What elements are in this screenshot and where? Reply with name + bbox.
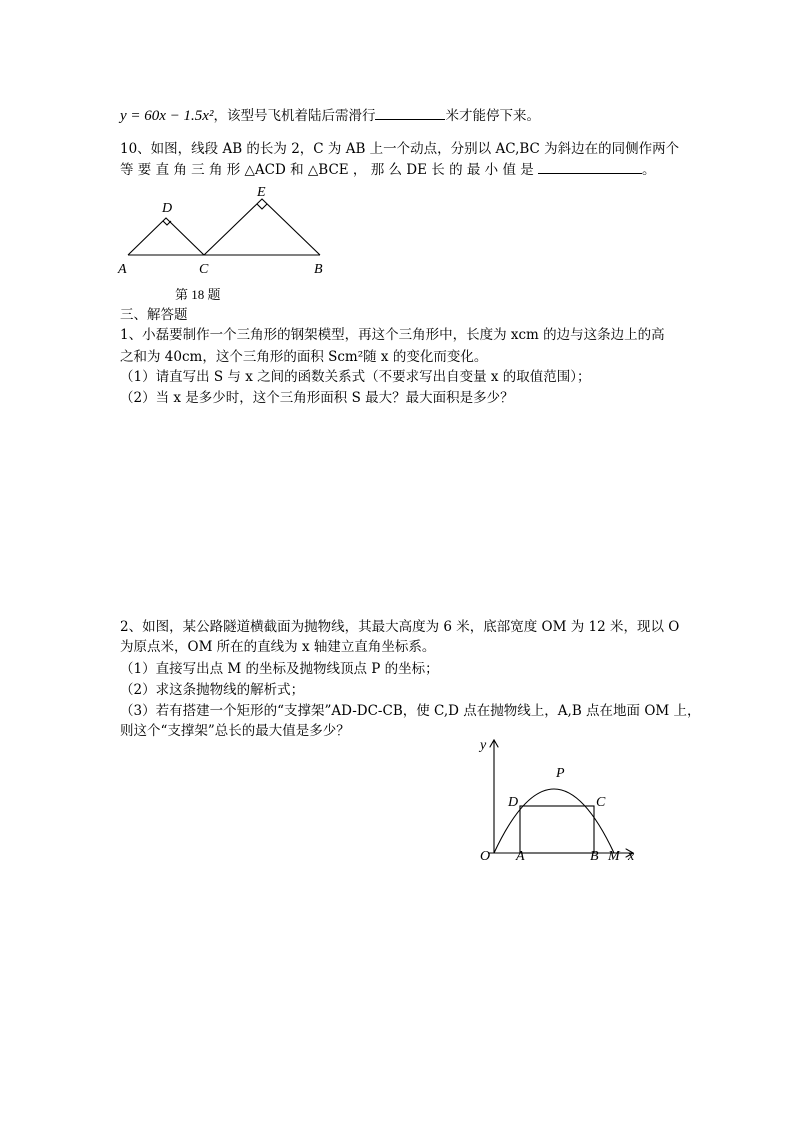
- label-y-axis: y: [480, 738, 487, 753]
- parabola-figure: [470, 733, 650, 868]
- label-point-a: A: [516, 849, 525, 864]
- right-angle-mark-d: [163, 221, 171, 225]
- q10-line2-end: 。: [642, 162, 656, 178]
- p2-sub1: （1）直接写出点 M 的坐标及抛物线顶点 P 的坐标；: [120, 661, 439, 677]
- label-e: E: [257, 185, 266, 200]
- p2-sub4: 则这个“支撑架”总长的最大值是多少？: [120, 723, 350, 739]
- label-point-c: C: [596, 795, 606, 810]
- label-point-m: M: [608, 849, 620, 864]
- q9-text-after: 米才能停下来。: [445, 108, 540, 124]
- q9-text-before: ，该型号飞机着陆后需滑行: [213, 108, 376, 124]
- p2-line2: 为原点米，OM 所在的直线为 x 轴建立直角坐标系。: [120, 639, 436, 655]
- support-rectangle: [520, 806, 594, 853]
- p2-line1: 2、如图，某公路隧道横截面为抛物线，其最大高度为 6 米，底部宽度 OM 为 12 米，现以 O: [120, 619, 680, 635]
- q10-line1: 10、如图，线段 AB 的长为 2，C 为 AB 上一个动点，分别以 AC,BC 为斜边在的同侧作两个: [120, 141, 680, 157]
- p1-sub2: （2）当 x 是多少时，这个三角形面积 S 最大？最大面积是多少？: [120, 390, 514, 406]
- label-a: A: [118, 262, 127, 277]
- label-x-axis: x: [628, 849, 635, 864]
- q10-line2-text: 等 要 直 角 三 角 形 △ACD 和 △BCE ， 那 么 DE 长 的 最 小 值 是: [120, 162, 534, 178]
- p2-sub3: （3）若有搭建一个矩形的“支撑架”AD-DC-CB，使 C,D 点在抛物线上，A,B 点在地面 OM 上，: [120, 703, 701, 719]
- q10-line2: [120, 160, 680, 180]
- triangle-figure: [110, 182, 340, 304]
- right-angle-mark-e: [257, 204, 267, 209]
- q9-formula: y = 60x − 1.5x²: [120, 108, 214, 124]
- q10-answer-blank[interactable]: [538, 160, 642, 174]
- triangle-bce: [204, 199, 320, 255]
- label-origin: O: [480, 849, 491, 864]
- p1-sub1: （1）请直写出 S 与 x 之间的函数关系式（不要求写出自变量 x 的取值范围）；: [120, 369, 591, 385]
- label-d: D: [162, 201, 173, 216]
- q9-tail-line: [120, 106, 680, 126]
- figure-caption: 第 18 题: [175, 287, 221, 302]
- q9-answer-blank[interactable]: [375, 106, 445, 120]
- label-c: C: [199, 262, 209, 277]
- p1-line1: 1、小磊要制作一个三角形的钢架模型，再这个三角形中，长度为 xcm 的边与这条边上的高: [120, 327, 665, 343]
- label-point-b: B: [590, 849, 599, 864]
- section-title: 三、解答题: [120, 307, 188, 323]
- label-point-d: D: [508, 795, 519, 810]
- p1-line2: 之和为 40cm，这个三角形的面积 Scm²随 x 的变化而变化。: [120, 349, 488, 365]
- p2-sub2: （2）求这条抛物线的解析式；: [120, 682, 305, 698]
- label-point-p: P: [556, 766, 565, 781]
- label-b: B: [314, 262, 323, 277]
